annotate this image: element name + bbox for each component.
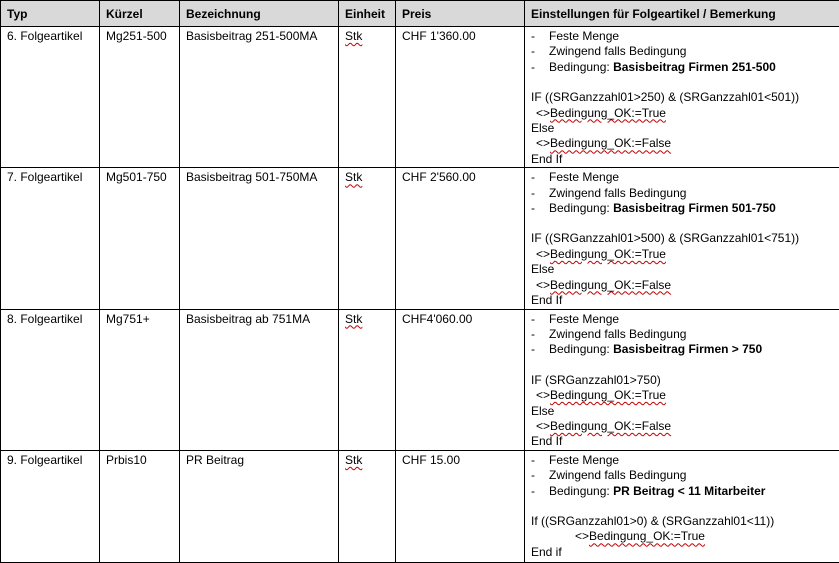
bedingung-label: Bedingung: bbox=[549, 484, 610, 498]
code-then: <>Bedingung_OK:=True bbox=[531, 529, 833, 544]
cell-preis: CHF4'060.00 bbox=[396, 309, 525, 450]
code-else-value: <>Bedingung_OK:=False bbox=[531, 278, 833, 293]
einheit-text: Stk bbox=[345, 170, 362, 184]
einheit-text: Stk bbox=[345, 312, 362, 326]
bullet-bedingung bbox=[531, 201, 833, 216]
code-else-value: <>Bedingung_OK:=False bbox=[531, 136, 833, 151]
bullet-item: - Zwingend falls Bedingung bbox=[531, 186, 833, 201]
cell-einstellungen bbox=[525, 309, 839, 450]
code-end: End If bbox=[531, 152, 833, 167]
code-end: End if bbox=[531, 545, 833, 560]
table-row bbox=[1, 27, 839, 168]
code-if: If ((SRGanzzahl01>0) & (SRGanzzahl01<11)) bbox=[531, 514, 833, 529]
header-typ: Typ bbox=[1, 1, 100, 27]
einheit-text: Stk bbox=[345, 453, 362, 467]
header-kuerzel: Kürzel bbox=[100, 1, 180, 27]
cell-einstellungen bbox=[525, 450, 839, 562]
cell-preis: CHF 1'360.00 bbox=[396, 27, 525, 168]
header-einheit: Einheit bbox=[339, 1, 396, 27]
bedingung-label: Bedingung: bbox=[549, 60, 610, 74]
table-row bbox=[1, 168, 839, 309]
code-else: Else bbox=[531, 262, 833, 277]
cell-typ: 6. Folgeartikel bbox=[1, 27, 100, 168]
cell-bezeichnung: Basisbeitrag ab 751MA bbox=[180, 309, 339, 450]
bedingung-label: Bedingung: bbox=[549, 201, 610, 215]
header-preis: Preis bbox=[396, 1, 525, 27]
code-end: End If bbox=[531, 434, 833, 449]
bedingung-value: Basisbeitrag Firmen 251-500 bbox=[613, 60, 776, 74]
cell-einheit bbox=[339, 168, 396, 309]
cell-kuerzel: Mg501-750 bbox=[100, 168, 180, 309]
code-if: IF (SRGanzzahl01>750) bbox=[531, 373, 833, 388]
header-einstellungen: Einstellungen für Folgeartikel / Bemerkung bbox=[525, 1, 839, 27]
bedingung-value: Basisbeitrag Firmen 501-750 bbox=[613, 201, 776, 215]
cell-bezeichnung: Basisbeitrag 501-750MA bbox=[180, 168, 339, 309]
bedingung-value: Basisbeitrag Firmen > 750 bbox=[613, 342, 762, 356]
table-header-row bbox=[1, 1, 839, 27]
cell-preis: CHF 2'560.00 bbox=[396, 168, 525, 309]
bullet-bedingung bbox=[531, 484, 833, 499]
bullet-bedingung bbox=[531, 342, 833, 357]
cell-typ: 8. Folgeartikel bbox=[1, 309, 100, 450]
bullet-item: - Zwingend falls Bedingung bbox=[531, 44, 833, 59]
bullet-item: - Feste Menge bbox=[531, 312, 833, 327]
cell-preis: CHF 15.00 bbox=[396, 450, 525, 562]
cell-typ: 7. Folgeartikel bbox=[1, 168, 100, 309]
code-then: <>Bedingung_OK:=True bbox=[531, 106, 833, 121]
cell-einheit bbox=[339, 309, 396, 450]
bullet-item: - Zwingend falls Bedingung bbox=[531, 327, 833, 342]
table-row bbox=[1, 450, 839, 562]
bullet-bedingung bbox=[531, 60, 833, 75]
bullet-item: - Feste Menge bbox=[531, 170, 833, 185]
code-if: IF ((SRGanzzahl01>500) & (SRGanzzahl01<751)) bbox=[531, 231, 833, 246]
cell-kuerzel: Mg751+ bbox=[100, 309, 180, 450]
cell-einheit bbox=[339, 450, 396, 562]
table-row bbox=[1, 309, 839, 450]
cell-einheit bbox=[339, 27, 396, 168]
code-else: Else bbox=[531, 404, 833, 419]
code-then: <>Bedingung_OK:=True bbox=[531, 388, 833, 403]
header-bezeichnung: Bezeichnung bbox=[180, 1, 339, 27]
cell-einstellungen bbox=[525, 27, 839, 168]
bullet-item: - Feste Menge bbox=[531, 453, 833, 468]
cell-bezeichnung: PR Beitrag bbox=[180, 450, 339, 562]
code-end: End If bbox=[531, 293, 833, 308]
bullet-item: - Feste Menge bbox=[531, 29, 833, 44]
code-if: IF ((SRGanzzahl01>250) & (SRGanzzahl01<501)) bbox=[531, 90, 833, 105]
code-else-value: <>Bedingung_OK:=False bbox=[531, 419, 833, 434]
einheit-text: Stk bbox=[345, 29, 362, 43]
cell-kuerzel: Prbis10 bbox=[100, 450, 180, 562]
cell-bezeichnung: Basisbeitrag 251-500MA bbox=[180, 27, 339, 168]
cell-einstellungen bbox=[525, 168, 839, 309]
code-then: <>Bedingung_OK:=True bbox=[531, 247, 833, 262]
bedingung-label: Bedingung: bbox=[549, 342, 610, 356]
cell-kuerzel: Mg251-500 bbox=[100, 27, 180, 168]
bedingung-value: PR Beitrag < 11 Mitarbeiter bbox=[613, 484, 765, 498]
code-else: Else bbox=[531, 121, 833, 136]
cell-typ: 9. Folgeartikel bbox=[1, 450, 100, 562]
bullet-item: - Zwingend falls Bedingung bbox=[531, 468, 833, 483]
